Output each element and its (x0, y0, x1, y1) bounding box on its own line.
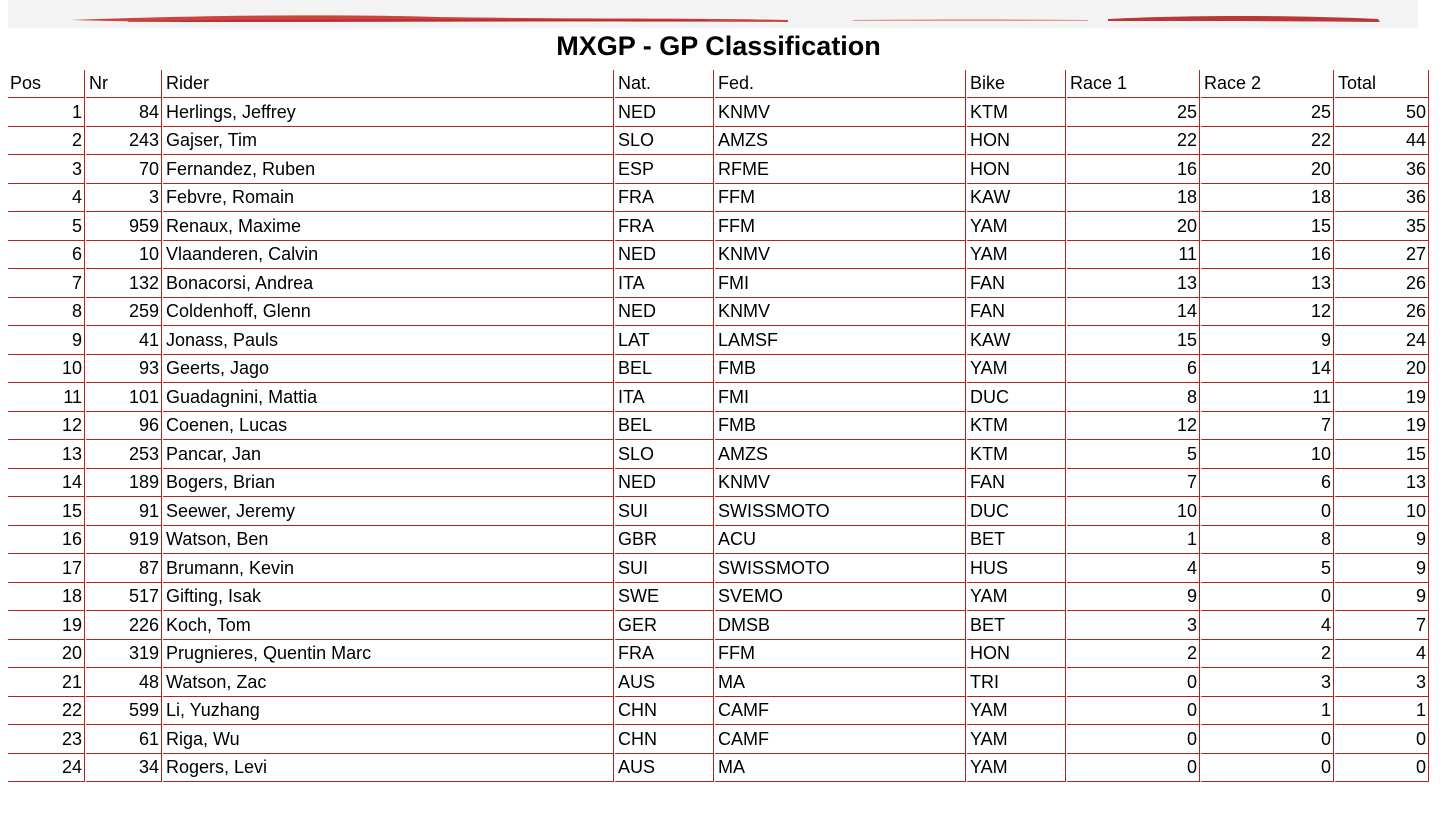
cell-race1: 9 (1066, 583, 1200, 612)
cell-nr: 91 (85, 497, 162, 526)
cell-bike: YAM (966, 241, 1066, 270)
cell-rider: Li, Yuzhang (162, 697, 614, 726)
cell-nr: 189 (85, 469, 162, 498)
cell-fed: SVEMO (714, 583, 966, 612)
cell-race2: 7 (1200, 412, 1334, 441)
cell-race2: 12 (1200, 298, 1334, 327)
cell-fed: CAMF (714, 697, 966, 726)
cell-race2: 8 (1200, 526, 1334, 555)
cell-nr: 599 (85, 697, 162, 726)
cell-race1: 3 (1066, 611, 1200, 640)
column-header-pos: Pos (8, 70, 85, 98)
cell-race1: 8 (1066, 383, 1200, 412)
cell-nr: 48 (85, 668, 162, 697)
cell-bike: YAM (966, 355, 1066, 384)
cell-bike: KAW (966, 326, 1066, 355)
cell-race1: 2 (1066, 640, 1200, 669)
cell-race1: 10 (1066, 497, 1200, 526)
table-header-row (8, 70, 1429, 98)
cell-nat: SUI (614, 554, 714, 583)
cell-bike: BET (966, 526, 1066, 555)
cell-nr: 61 (85, 725, 162, 754)
page-title: MXGP - GP Classification (556, 31, 881, 61)
table-row (8, 440, 1429, 469)
cell-pos: 2 (8, 127, 85, 156)
cell-pos: 14 (8, 469, 85, 498)
column-header-rider: Rider (162, 70, 614, 98)
column-header-bike: Bike (966, 70, 1066, 98)
table-row (8, 497, 1429, 526)
cell-bike: DUC (966, 497, 1066, 526)
cell-race2: 13 (1200, 269, 1334, 298)
cell-race2: 14 (1200, 355, 1334, 384)
cell-nat: GBR (614, 526, 714, 555)
table-row (8, 668, 1429, 697)
cell-race2: 20 (1200, 155, 1334, 184)
cell-rider: Gajser, Tim (162, 127, 614, 156)
cell-fed: KNMV (714, 98, 966, 127)
cell-nat: ESP (614, 155, 714, 184)
cell-rider: Rogers, Levi (162, 754, 614, 783)
cell-nat: SLO (614, 127, 714, 156)
cell-fed: FMI (714, 269, 966, 298)
cell-race1: 14 (1066, 298, 1200, 327)
cell-bike: KAW (966, 184, 1066, 213)
cell-race1: 11 (1066, 241, 1200, 270)
cell-rider: Coenen, Lucas (162, 412, 614, 441)
cell-nat: FRA (614, 184, 714, 213)
cell-race1: 16 (1066, 155, 1200, 184)
brush-stroke-right (1108, 16, 1380, 22)
cell-pos: 20 (8, 640, 85, 669)
cell-fed: CAMF (714, 725, 966, 754)
table-row (8, 697, 1429, 726)
cell-total: 4 (1334, 640, 1429, 669)
cell-pos: 7 (8, 269, 85, 298)
cell-fed: AMZS (714, 127, 966, 156)
table-row (8, 269, 1429, 298)
cell-pos: 3 (8, 155, 85, 184)
cell-total: 26 (1334, 298, 1429, 327)
cell-nat: BEL (614, 355, 714, 384)
cell-fed: RFME (714, 155, 966, 184)
cell-bike: HON (966, 640, 1066, 669)
table-row (8, 554, 1429, 583)
table-row (8, 754, 1429, 783)
cell-bike: KTM (966, 440, 1066, 469)
cell-nat: NED (614, 98, 714, 127)
cell-bike: YAM (966, 697, 1066, 726)
table-row (8, 98, 1429, 127)
cell-pos: 1 (8, 98, 85, 127)
cell-total: 0 (1334, 754, 1429, 783)
cell-rider: Fernandez, Ruben (162, 155, 614, 184)
cell-race2: 25 (1200, 98, 1334, 127)
cell-race2: 16 (1200, 241, 1334, 270)
cell-bike: HUS (966, 554, 1066, 583)
cell-race2: 0 (1200, 725, 1334, 754)
cell-nr: 70 (85, 155, 162, 184)
cell-race2: 1 (1200, 697, 1334, 726)
cell-fed: SWISSMOTO (714, 497, 966, 526)
cell-race1: 4 (1066, 554, 1200, 583)
table-row (8, 326, 1429, 355)
cell-rider: Watson, Zac (162, 668, 614, 697)
table-row (8, 155, 1429, 184)
cell-pos: 22 (8, 697, 85, 726)
cell-fed: FFM (714, 212, 966, 241)
cell-rider: Gifting, Isak (162, 583, 614, 612)
cell-nr: 243 (85, 127, 162, 156)
cell-fed: KNMV (714, 469, 966, 498)
cell-total: 24 (1334, 326, 1429, 355)
cell-total: 19 (1334, 412, 1429, 441)
cell-rider: Brumann, Kevin (162, 554, 614, 583)
cell-race1: 0 (1066, 754, 1200, 783)
table-row (8, 412, 1429, 441)
cell-bike: BET (966, 611, 1066, 640)
column-header-race1: Race 1 (1066, 70, 1200, 98)
classification-table (8, 70, 1429, 782)
cell-bike: FAN (966, 298, 1066, 327)
cell-nr: 132 (85, 269, 162, 298)
cell-nr: 226 (85, 611, 162, 640)
cell-nat: LAT (614, 326, 714, 355)
cell-race1: 18 (1066, 184, 1200, 213)
cell-pos: 15 (8, 497, 85, 526)
cell-pos: 17 (8, 554, 85, 583)
cell-nat: BEL (614, 412, 714, 441)
cell-fed: ACU (714, 526, 966, 555)
cell-nr: 87 (85, 554, 162, 583)
cell-race1: 12 (1066, 412, 1200, 441)
cell-rider: Prugnieres, Quentin Marc (162, 640, 614, 669)
cell-rider: Coldenhoff, Glenn (162, 298, 614, 327)
cell-race1: 0 (1066, 697, 1200, 726)
cell-nr: 10 (85, 241, 162, 270)
cell-total: 9 (1334, 554, 1429, 583)
cell-nr: 101 (85, 383, 162, 412)
cell-bike: YAM (966, 754, 1066, 783)
cell-pos: 5 (8, 212, 85, 241)
cell-race2: 3 (1200, 668, 1334, 697)
cell-race1: 7 (1066, 469, 1200, 498)
cell-rider: Koch, Tom (162, 611, 614, 640)
cell-fed: FFM (714, 184, 966, 213)
cell-nat: AUS (614, 754, 714, 783)
cell-nat: SWE (614, 583, 714, 612)
cell-total: 26 (1334, 269, 1429, 298)
cell-fed: MA (714, 668, 966, 697)
cell-fed: DMSB (714, 611, 966, 640)
table-row (8, 127, 1429, 156)
cell-rider: Pancar, Jan (162, 440, 614, 469)
cell-bike: FAN (966, 469, 1066, 498)
cell-race2: 2 (1200, 640, 1334, 669)
cell-total: 27 (1334, 241, 1429, 270)
cell-fed: SWISSMOTO (714, 554, 966, 583)
cell-pos: 4 (8, 184, 85, 213)
cell-total: 1 (1334, 697, 1429, 726)
cell-nat: SUI (614, 497, 714, 526)
cell-total: 13 (1334, 469, 1429, 498)
cell-pos: 10 (8, 355, 85, 384)
cell-nat: ITA (614, 269, 714, 298)
cell-total: 36 (1334, 184, 1429, 213)
cell-total: 7 (1334, 611, 1429, 640)
cell-rider: Seewer, Jeremy (162, 497, 614, 526)
results-body (8, 98, 1429, 782)
cell-pos: 11 (8, 383, 85, 412)
table-row (8, 725, 1429, 754)
cell-race1: 22 (1066, 127, 1200, 156)
cell-pos: 9 (8, 326, 85, 355)
cell-nat: FRA (614, 640, 714, 669)
cell-total: 19 (1334, 383, 1429, 412)
cell-race1: 20 (1066, 212, 1200, 241)
cell-bike: HON (966, 127, 1066, 156)
cell-nat: GER (614, 611, 714, 640)
cell-fed: AMZS (714, 440, 966, 469)
cell-nr: 919 (85, 526, 162, 555)
column-header-nr: Nr (85, 70, 162, 98)
cell-nat: NED (614, 298, 714, 327)
cell-race2: 11 (1200, 383, 1334, 412)
cell-pos: 12 (8, 412, 85, 441)
cell-race1: 5 (1066, 440, 1200, 469)
cell-race1: 0 (1066, 668, 1200, 697)
cell-total: 35 (1334, 212, 1429, 241)
cell-nat: AUS (614, 668, 714, 697)
cell-pos: 24 (8, 754, 85, 783)
red-brush-stroke-banner (8, 0, 1418, 28)
cell-bike: YAM (966, 725, 1066, 754)
cell-rider: Bogers, Brian (162, 469, 614, 498)
cell-pos: 23 (8, 725, 85, 754)
cell-race2: 22 (1200, 127, 1334, 156)
cell-pos: 19 (8, 611, 85, 640)
table-row (8, 640, 1429, 669)
cell-race2: 4 (1200, 611, 1334, 640)
cell-bike: HON (966, 155, 1066, 184)
cell-fed: FMB (714, 355, 966, 384)
cell-race1: 6 (1066, 355, 1200, 384)
table-row (8, 241, 1429, 270)
cell-total: 15 (1334, 440, 1429, 469)
cell-nat: FRA (614, 212, 714, 241)
cell-bike: YAM (966, 583, 1066, 612)
table-row (8, 355, 1429, 384)
cell-nat: ITA (614, 383, 714, 412)
table-row (8, 298, 1429, 327)
cell-race1: 25 (1066, 98, 1200, 127)
cell-nr: 517 (85, 583, 162, 612)
brush-stroke-middle (853, 19, 1088, 21)
cell-race2: 10 (1200, 440, 1334, 469)
column-header-fed: Fed. (714, 70, 966, 98)
cell-total: 9 (1334, 583, 1429, 612)
cell-nr: 3 (85, 184, 162, 213)
cell-total: 9 (1334, 526, 1429, 555)
cell-race2: 9 (1200, 326, 1334, 355)
table-row (8, 383, 1429, 412)
cell-bike: DUC (966, 383, 1066, 412)
cell-fed: FFM (714, 640, 966, 669)
cell-rider: Herlings, Jeffrey (162, 98, 614, 127)
cell-bike: FAN (966, 269, 1066, 298)
header-banner (8, 0, 1418, 28)
cell-nr: 41 (85, 326, 162, 355)
cell-total: 50 (1334, 98, 1429, 127)
cell-race1: 0 (1066, 725, 1200, 754)
cell-rider: Jonass, Pauls (162, 326, 614, 355)
cell-nat: CHN (614, 725, 714, 754)
cell-fed: KNMV (714, 298, 966, 327)
cell-rider: Guadagnini, Mattia (162, 383, 614, 412)
cell-pos: 8 (8, 298, 85, 327)
cell-pos: 13 (8, 440, 85, 469)
cell-race2: 0 (1200, 583, 1334, 612)
cell-nr: 253 (85, 440, 162, 469)
cell-rider: Watson, Ben (162, 526, 614, 555)
cell-total: 44 (1334, 127, 1429, 156)
cell-rider: Renaux, Maxime (162, 212, 614, 241)
cell-nat: NED (614, 469, 714, 498)
cell-race1: 13 (1066, 269, 1200, 298)
cell-fed: KNMV (714, 241, 966, 270)
cell-nat: SLO (614, 440, 714, 469)
cell-nr: 84 (85, 98, 162, 127)
table-row (8, 469, 1429, 498)
column-header-nat: Nat. (614, 70, 714, 98)
cell-rider: Riga, Wu (162, 725, 614, 754)
cell-total: 36 (1334, 155, 1429, 184)
cell-fed: LAMSF (714, 326, 966, 355)
cell-total: 10 (1334, 497, 1429, 526)
cell-fed: MA (714, 754, 966, 783)
cell-fed: FMB (714, 412, 966, 441)
cell-rider: Vlaanderen, Calvin (162, 241, 614, 270)
cell-rider: Bonacorsi, Andrea (162, 269, 614, 298)
cell-bike: KTM (966, 412, 1066, 441)
cell-rider: Geerts, Jago (162, 355, 614, 384)
cell-nat: CHN (614, 697, 714, 726)
cell-rider: Febvre, Romain (162, 184, 614, 213)
cell-pos: 21 (8, 668, 85, 697)
cell-pos: 6 (8, 241, 85, 270)
table-row (8, 526, 1429, 555)
cell-race2: 6 (1200, 469, 1334, 498)
column-header-race2: Race 2 (1200, 70, 1334, 98)
cell-nr: 93 (85, 355, 162, 384)
cell-bike: YAM (966, 212, 1066, 241)
table-row (8, 611, 1429, 640)
cell-nr: 34 (85, 754, 162, 783)
cell-nr: 959 (85, 212, 162, 241)
cell-pos: 16 (8, 526, 85, 555)
cell-nr: 96 (85, 412, 162, 441)
table-row (8, 212, 1429, 241)
cell-race2: 5 (1200, 554, 1334, 583)
cell-nat: NED (614, 241, 714, 270)
cell-race1: 15 (1066, 326, 1200, 355)
column-header-total: Total (1334, 70, 1429, 98)
cell-nr: 319 (85, 640, 162, 669)
cell-race2: 18 (1200, 184, 1334, 213)
cell-fed: FMI (714, 383, 966, 412)
table-row (8, 184, 1429, 213)
cell-pos: 18 (8, 583, 85, 612)
table-row (8, 583, 1429, 612)
cell-total: 20 (1334, 355, 1429, 384)
cell-total: 3 (1334, 668, 1429, 697)
cell-race2: 0 (1200, 754, 1334, 783)
cell-race2: 0 (1200, 497, 1334, 526)
cell-bike: KTM (966, 98, 1066, 127)
cell-nr: 259 (85, 298, 162, 327)
cell-total: 0 (1334, 725, 1429, 754)
cell-race2: 15 (1200, 212, 1334, 241)
cell-bike: TRI (966, 668, 1066, 697)
cell-race1: 1 (1066, 526, 1200, 555)
